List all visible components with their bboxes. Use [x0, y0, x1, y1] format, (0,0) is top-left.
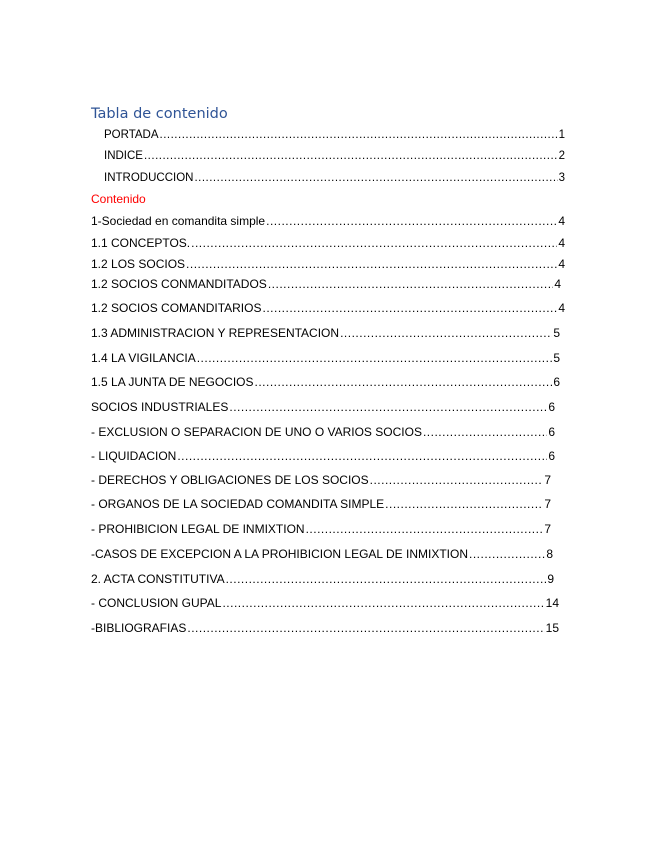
toc-entry-page: 4	[554, 277, 561, 291]
toc-entry-title: 1.3 ADMINISTRACION Y REPRESENTACION	[91, 326, 340, 340]
toc-entry-bibliografias[interactable]	[91, 620, 559, 636]
toc-entry-portada[interactable]	[104, 127, 565, 143]
toc-entry-title: 1.2 SOCIOS CONMANDITADOS	[91, 277, 267, 291]
dot-leader	[186, 256, 557, 272]
toc-entry-title: - DERECHOS Y OBLIGACIONES DE LOS SOCIOS	[91, 473, 369, 487]
toc-entry-junta-negocios[interactable]	[91, 374, 560, 390]
toc-entry-title: - EXCLUSION O SEPARACION DE UNO O VARIOS SOCIOS	[91, 425, 422, 439]
dot-leader	[385, 496, 543, 512]
section-label: Contenido	[91, 192, 146, 206]
toc-entry-page: 7	[544, 497, 551, 511]
dot-leader	[197, 350, 553, 366]
toc-entry-page: 6	[548, 400, 555, 414]
toc-entry-conceptos[interactable]	[91, 235, 565, 251]
toc-entry-indice[interactable]	[104, 148, 565, 164]
dot-leader	[469, 546, 545, 562]
toc-entry-title: SOCIOS INDUSTRIALES	[91, 400, 229, 414]
toc-entry-title: - ORGANOS DE LA SOCIEDAD COMANDITA SIMPLE	[91, 497, 385, 511]
dot-leader	[222, 595, 544, 611]
toc-entry-title: 2. ACTA CONSTITUTIVA	[91, 572, 225, 586]
toc-entry-page: 4	[558, 301, 565, 315]
toc-entry-derechos-obligaciones[interactable]	[91, 472, 551, 488]
toc-entry-title: - LIQUIDACION	[91, 449, 177, 463]
dot-leader	[268, 276, 554, 292]
dot-leader	[194, 170, 557, 186]
toc-entry-page: 7	[544, 522, 551, 536]
toc-entry-conclusion[interactable]	[91, 595, 559, 611]
dot-leader	[262, 300, 557, 316]
toc-entry-los-socios[interactable]	[91, 256, 565, 272]
dot-leader	[423, 424, 547, 440]
toc-entry-organos[interactable]	[91, 496, 551, 512]
toc-entry-page: 15	[545, 621, 559, 635]
toc-entry-title: - CONCLUSION GUPAL	[91, 596, 222, 610]
dot-leader	[370, 472, 544, 488]
dot-leader	[340, 325, 552, 341]
toc-entry-page: 1	[558, 129, 565, 141]
toc-entry-title: PORTADA	[104, 129, 159, 141]
toc-entry-liquidacion[interactable]	[91, 448, 555, 464]
toc-entry-exclusion[interactable]	[91, 424, 555, 440]
dot-leader	[160, 127, 558, 143]
toc-entry-socios-industriales[interactable]	[91, 399, 555, 415]
toc-entry-title: INDICE	[104, 150, 143, 162]
toc-entry-title: 1-Sociedad en comandita simple	[91, 214, 266, 228]
toc-entry-page: 4	[558, 257, 565, 271]
toc-entry-page: 5	[553, 326, 560, 340]
toc-entry-title: -BIBLIOGRAFIAS	[91, 621, 187, 635]
dot-leader	[177, 448, 547, 464]
toc-entry-page: 2	[558, 150, 565, 162]
toc-heading: Tabla de contenido	[91, 106, 228, 122]
toc-entry-socios-conmanditados[interactable]	[91, 276, 561, 292]
toc-entry-introduccion[interactable]	[104, 170, 565, 186]
toc-entry-page: 8	[546, 547, 553, 561]
toc-entry-title: - PROHIBICION LEGAL DE INMIXTION	[91, 522, 305, 536]
toc-entry-page: 5	[553, 351, 560, 365]
toc-entry-title: 1.2 SOCIOS COMANDITARIOS	[91, 301, 262, 315]
dot-leader	[144, 148, 558, 164]
dot-leader	[191, 235, 557, 251]
dot-leader	[306, 521, 544, 537]
toc-entry-page: 3	[558, 172, 565, 184]
toc-entry-socios-comanditarios[interactable]	[91, 300, 565, 316]
toc-entry-casos-excepcion[interactable]	[91, 546, 553, 562]
toc-entry-title: 1.2 LOS SOCIOS	[91, 257, 186, 271]
dot-leader	[229, 399, 547, 415]
toc-entry-page: 14	[545, 596, 559, 610]
dot-leader	[226, 571, 547, 587]
toc-entry-administracion[interactable]	[91, 325, 560, 341]
toc-entry-page: 9	[547, 572, 554, 586]
toc-entry-title: 1.1 CONCEPTOS.	[91, 236, 191, 250]
toc-entry-page: 4	[558, 214, 565, 228]
toc-entry-page: 6	[548, 425, 555, 439]
toc-entry-page: 7	[544, 473, 551, 487]
toc-entry-title: 1.4 LA VIGILANCIA	[91, 351, 196, 365]
toc-entry-sociedad-comandita[interactable]	[91, 213, 565, 229]
toc-entry-title: -CASOS DE EXCEPCION A LA PROHIBICION LEGAL DE INMIXTION	[91, 547, 468, 561]
toc-entry-page: 6	[548, 449, 555, 463]
toc-entry-title: INTRODUCCION	[104, 172, 194, 184]
toc-entry-acta-constitutiva[interactable]	[91, 571, 554, 587]
toc-entry-page: 6	[553, 375, 560, 389]
toc-entry-page: 4	[558, 236, 565, 250]
toc-entry-vigilancia[interactable]	[91, 350, 560, 366]
toc-entry-title: 1.5 LA JUNTA DE NEGOCIOS	[91, 375, 254, 389]
toc-entry-prohibicion[interactable]	[91, 521, 551, 537]
dot-leader	[266, 213, 557, 229]
dot-leader	[255, 374, 553, 390]
dot-leader	[187, 620, 544, 636]
